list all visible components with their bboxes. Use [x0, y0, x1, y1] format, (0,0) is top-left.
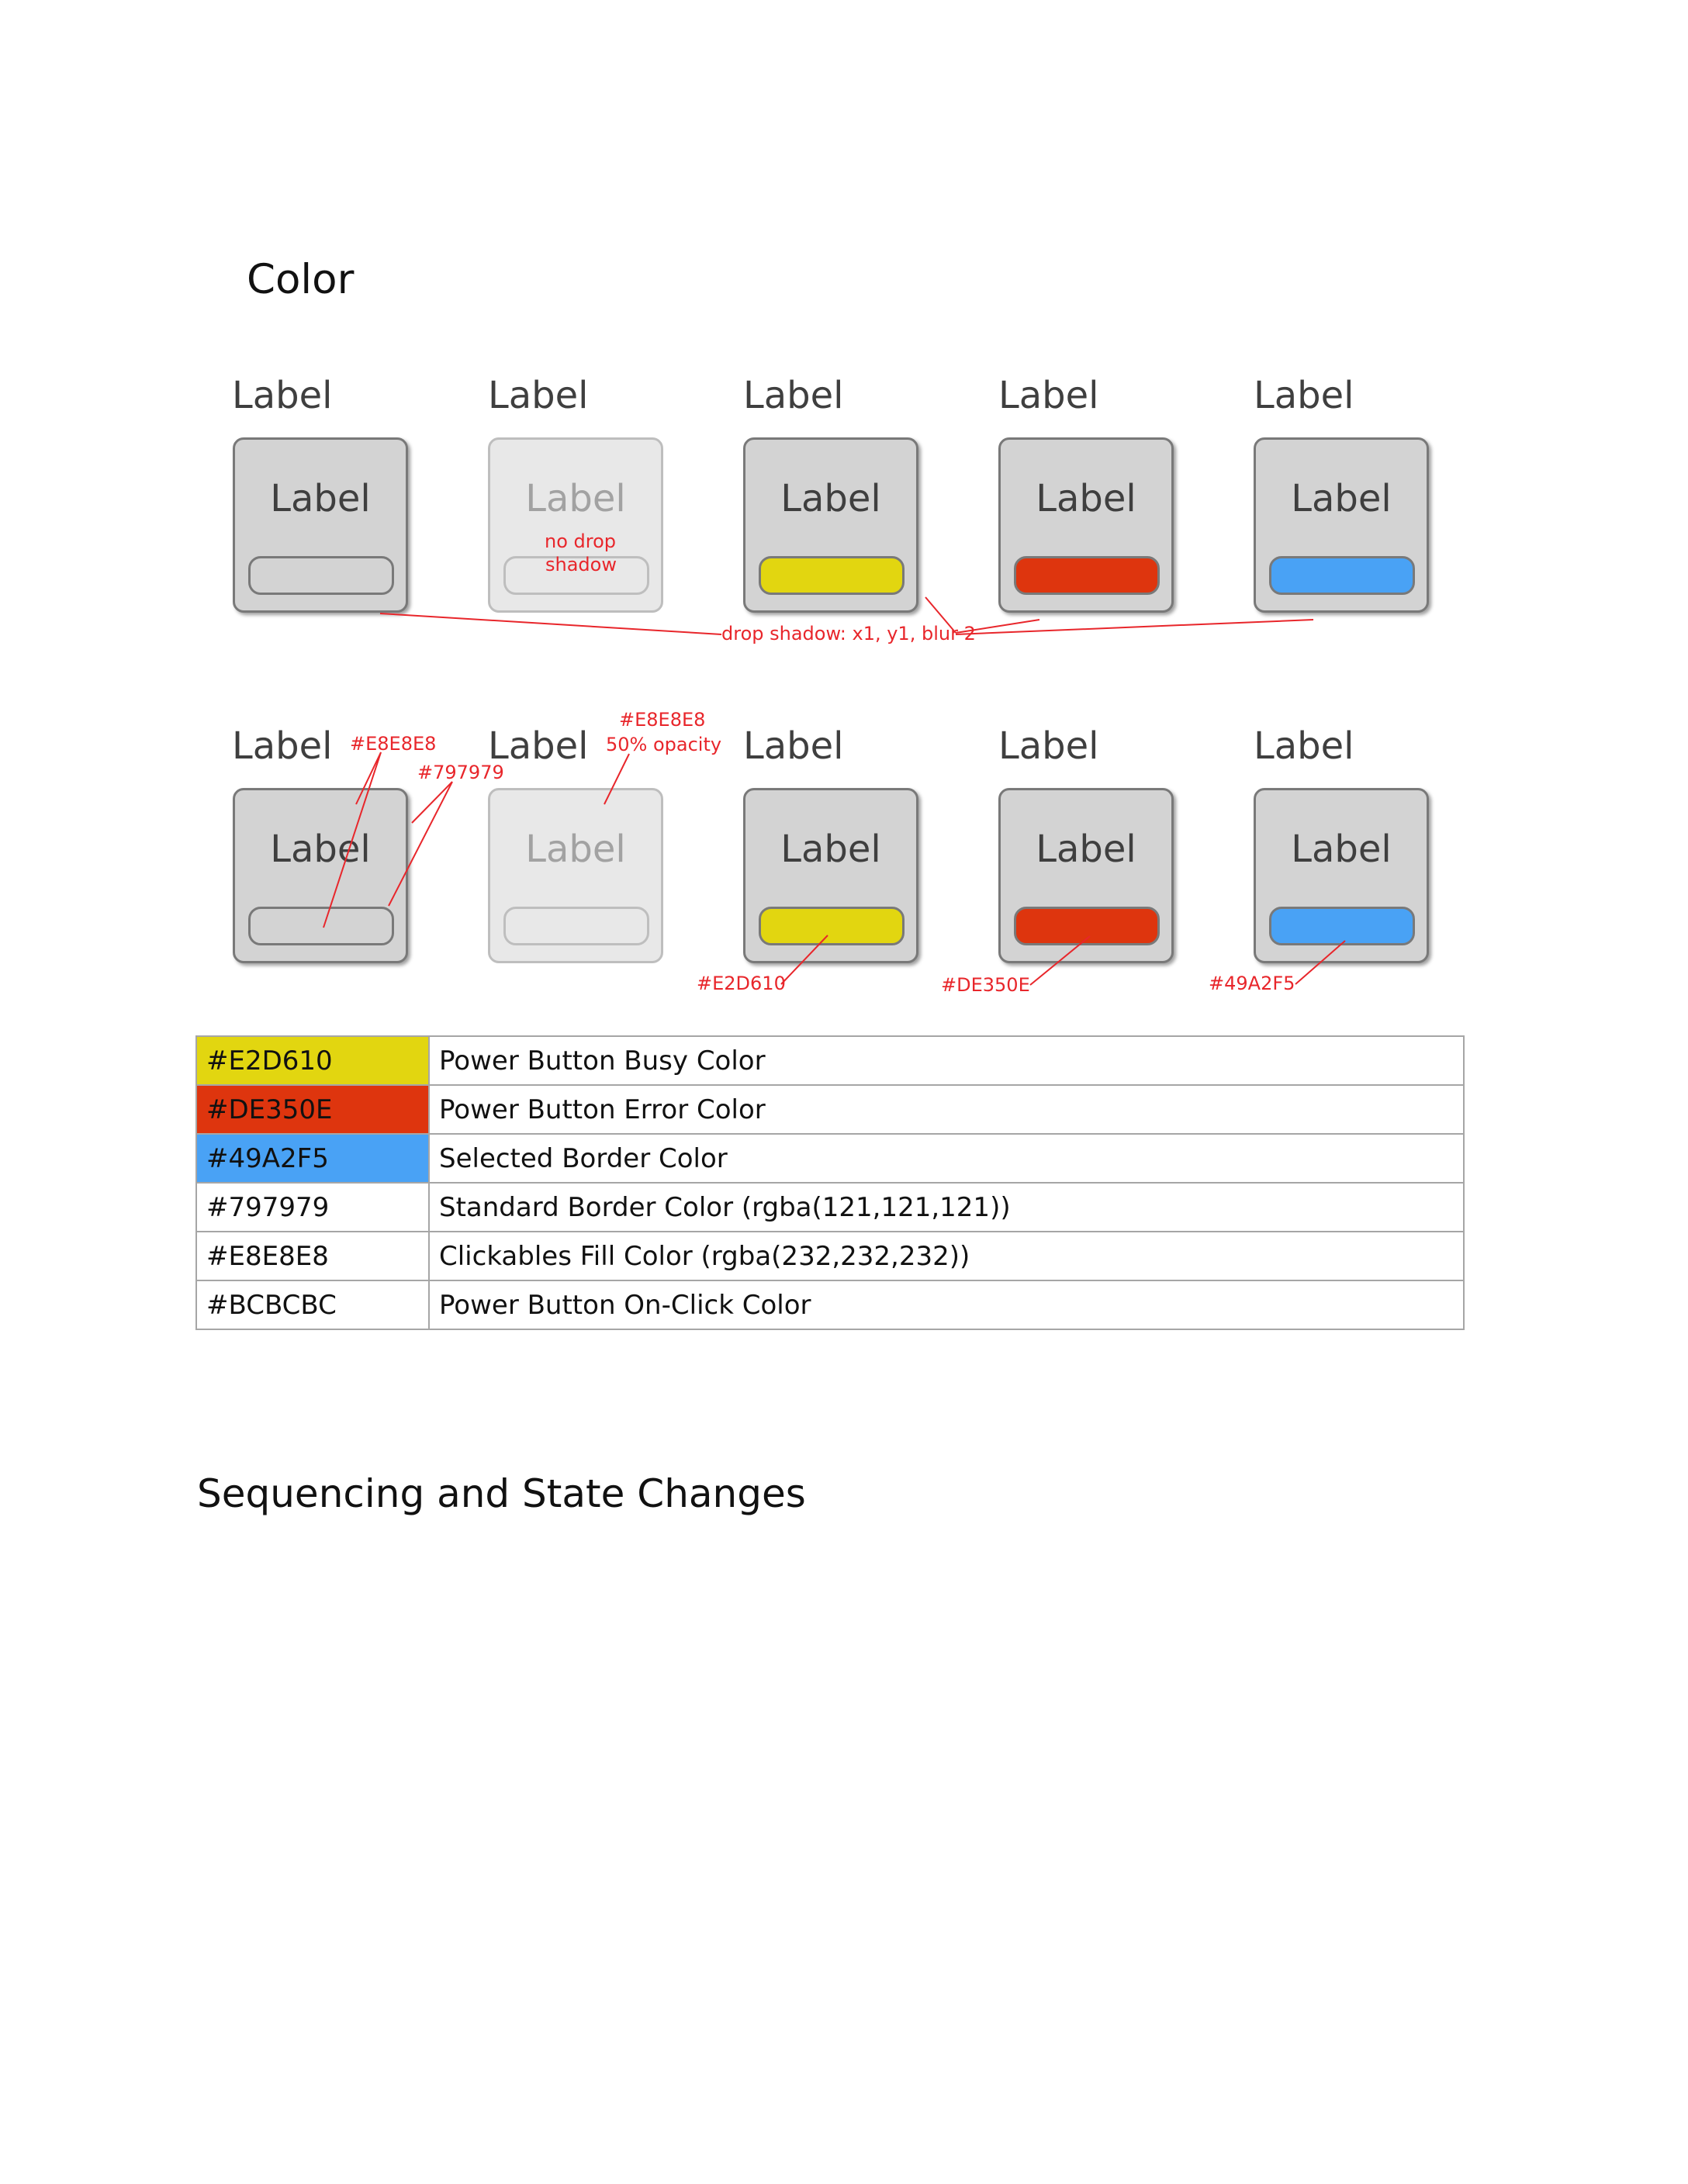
hex-cell: #E8E8E8 [196, 1232, 429, 1280]
row2-label-1: Label [232, 724, 333, 768]
fill-color-note: #E8E8E8 [350, 733, 437, 755]
row1-label-1: Label [232, 374, 333, 417]
row1-label-4: Label [998, 374, 1099, 417]
shadow-leader-right [956, 620, 1313, 634]
tile-label: Label [1291, 477, 1392, 520]
power-button-selected[interactable] [1269, 907, 1415, 945]
hex-cell: #BCBCBC [196, 1280, 429, 1329]
table-row [196, 1134, 1464, 1183]
power-tile-disabled [488, 788, 663, 963]
description-cell: Power Button Error Color [429, 1085, 1464, 1134]
tile-label: Label [525, 477, 626, 520]
selected-color-note: #49A2F5 [1209, 973, 1295, 994]
power-button[interactable] [248, 556, 394, 595]
power-tile-busy[interactable] [743, 788, 918, 963]
power-button-selected[interactable] [1269, 556, 1415, 595]
table-row [196, 1280, 1464, 1329]
description-cell: Clickables Fill Color (rgba(232,232,232)) [429, 1232, 1464, 1280]
swatch-selected: #49A2F5 [196, 1134, 429, 1183]
swatch-error: #DE350E [196, 1085, 429, 1134]
tile-label: Label [525, 828, 626, 871]
tile-label: Label [1291, 828, 1392, 871]
tile-label: Label [780, 477, 881, 520]
border-color-note: #797979 [417, 762, 504, 783]
row1-label-5: Label [1254, 374, 1354, 417]
row2-label-3: Label [743, 724, 844, 768]
error-color-note: #DE350E [941, 974, 1030, 996]
hex-cell: #797979 [196, 1183, 429, 1232]
busy-color-note: #E2D610 [697, 973, 786, 994]
swatch-busy: #E2D610 [196, 1036, 429, 1085]
color-section-heading: Color [247, 256, 355, 303]
row2-label-2: Label [488, 724, 589, 768]
color-table [195, 1035, 1465, 1330]
power-button-busy[interactable] [759, 907, 905, 945]
drop-shadow-note: drop shadow: x1, y1, blur 2 [721, 623, 976, 644]
description-cell: Power Button On-Click Color [429, 1280, 1464, 1329]
power-button [503, 907, 649, 945]
power-button[interactable] [248, 907, 394, 945]
power-tile-default[interactable] [233, 788, 408, 963]
row2-label-5: Label [1254, 724, 1354, 768]
power-tile-selected[interactable] [1254, 788, 1429, 963]
tile-label: Label [1036, 477, 1136, 520]
power-tile-error[interactable] [998, 788, 1174, 963]
description-cell: Power Button Busy Color [429, 1036, 1464, 1085]
tile-label: Label [1036, 828, 1136, 871]
row1-label-3: Label [743, 374, 844, 417]
power-tile-default[interactable] [233, 437, 408, 613]
row2-label-4: Label [998, 724, 1099, 768]
power-tile-selected[interactable] [1254, 437, 1429, 613]
table-row [196, 1183, 1464, 1232]
tile-label: Label [270, 828, 371, 871]
power-button-error[interactable] [1014, 556, 1160, 595]
row1-label-2: Label [488, 374, 589, 417]
tile-label: Label [780, 828, 881, 871]
disabled-opacity-note: 50% opacity [606, 734, 722, 755]
table-row [196, 1036, 1464, 1085]
power-button-error[interactable] [1014, 907, 1160, 945]
border-leader-1 [412, 782, 452, 823]
power-tile-disabled [488, 437, 663, 613]
disabled-color-note: #E8E8E8 [619, 709, 706, 731]
power-tile-error[interactable] [998, 437, 1174, 613]
table-row [196, 1085, 1464, 1134]
description-cell: Standard Border Color (rgba(121,121,121)) [429, 1183, 1464, 1232]
shadow-leader-left [380, 613, 721, 634]
description-cell: Selected Border Color [429, 1134, 1464, 1183]
no-drop-shadow-note-line1: no drop [545, 530, 617, 552]
power-tile-busy[interactable] [743, 437, 918, 613]
sequencing-section-heading: Sequencing and State Changes [197, 1471, 806, 1516]
power-button-busy[interactable] [759, 556, 905, 595]
table-row [196, 1232, 1464, 1280]
tile-label: Label [270, 477, 371, 520]
no-drop-shadow-note-line2: shadow [545, 554, 617, 575]
